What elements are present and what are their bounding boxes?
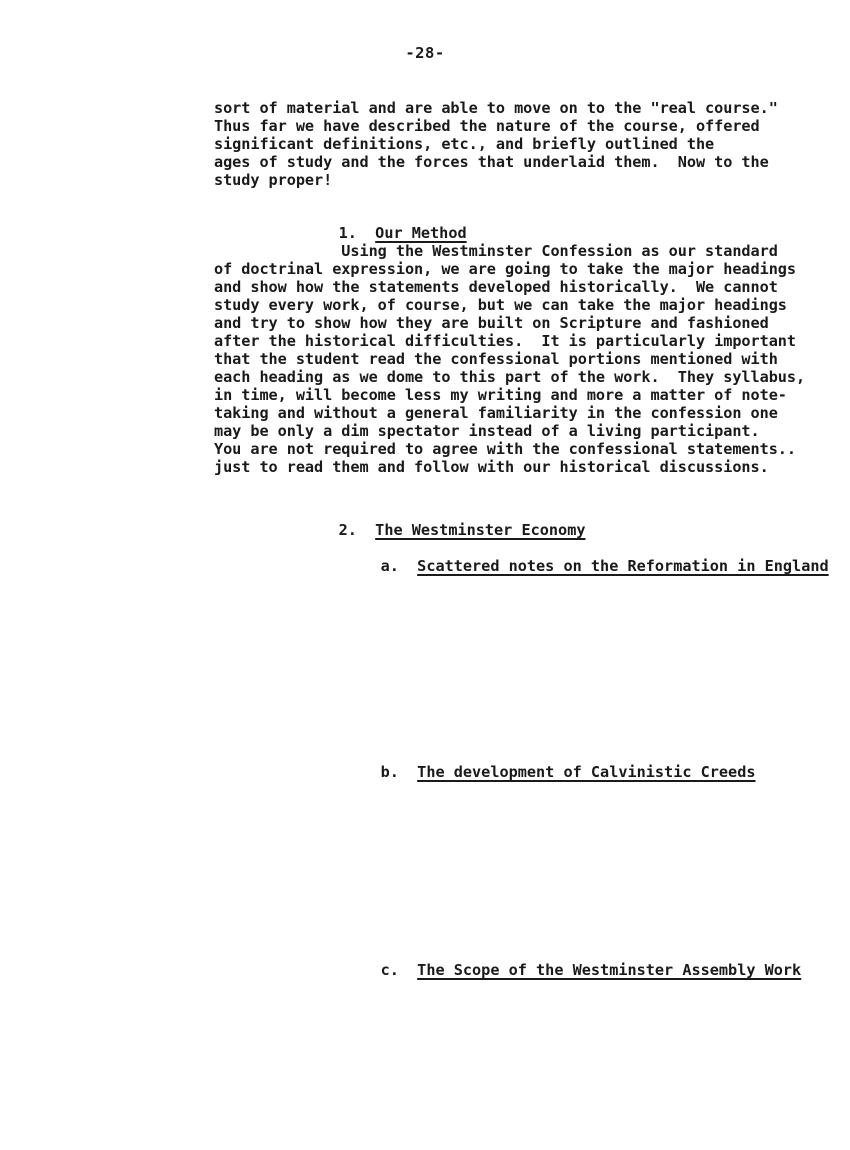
subsection-letter: b.: [380, 763, 399, 781]
subsection-letter: c.: [380, 961, 399, 979]
paragraph-line: Thus far we have described the nature of the course, offered: [214, 117, 760, 135]
subsection-title: The development of Calvinistic Creeds: [417, 763, 756, 781]
paragraph-line: each heading as we dome to this part of the work. They syllabus,: [214, 368, 806, 386]
subsection-title: Scattered notes on the Reformation in England: [417, 557, 829, 575]
paragraph-line: and show how the statements developed historically. We cannot: [214, 278, 778, 296]
paragraph-line: study proper!: [214, 171, 333, 189]
paragraph-line: Using the Westminster Confession as our standard: [214, 242, 778, 260]
paragraph-line: taking and without a general familiarity in the confession one: [214, 404, 778, 422]
paragraph-line: may be only a dim spectator instead of a living participant.: [214, 422, 760, 440]
paragraph-line: You are not required to agree with the confessional statements..: [214, 440, 796, 458]
paragraph-line: and try to show how they are built on Scripture and fashioned: [214, 314, 769, 332]
paragraph-line: in time, will become less my writing and more a matter of note-: [214, 386, 787, 404]
subsection-heading-b: [344, 745, 756, 799]
section-number: 1.: [338, 224, 357, 242]
paragraph-line: that the student read the confessional portions mentioned with: [214, 350, 778, 368]
paragraph-line: ages of study and the forces that underlaid them. Now to the: [214, 153, 769, 171]
section-title: Our Method: [375, 224, 467, 242]
paragraph-line: sort of material and are able to move on to the "real course.": [214, 99, 778, 117]
paragraph-line: just to read them and follow with our historical discussions.: [214, 458, 769, 476]
paragraph-line: after the historical difficulties. It is particularly important: [214, 332, 796, 350]
subsection-letter: a.: [380, 557, 399, 575]
paragraph-line: study every work, of course, but we can take the major headings: [214, 296, 787, 314]
paragraph-line: of doctrinal expression, we are going to take the major headings: [214, 260, 796, 278]
paragraph-line: significant definitions, etc., and briefly outlined the: [214, 135, 715, 153]
page-number: -28-: [405, 44, 445, 62]
subsection-title: The Scope of the Westminster Assembly Work: [417, 961, 802, 979]
subsection-heading-c: [344, 943, 801, 997]
section-number: 2.: [338, 521, 357, 539]
subsection-heading-a: [344, 539, 829, 593]
section-title: The Westminster Economy: [375, 521, 586, 539]
